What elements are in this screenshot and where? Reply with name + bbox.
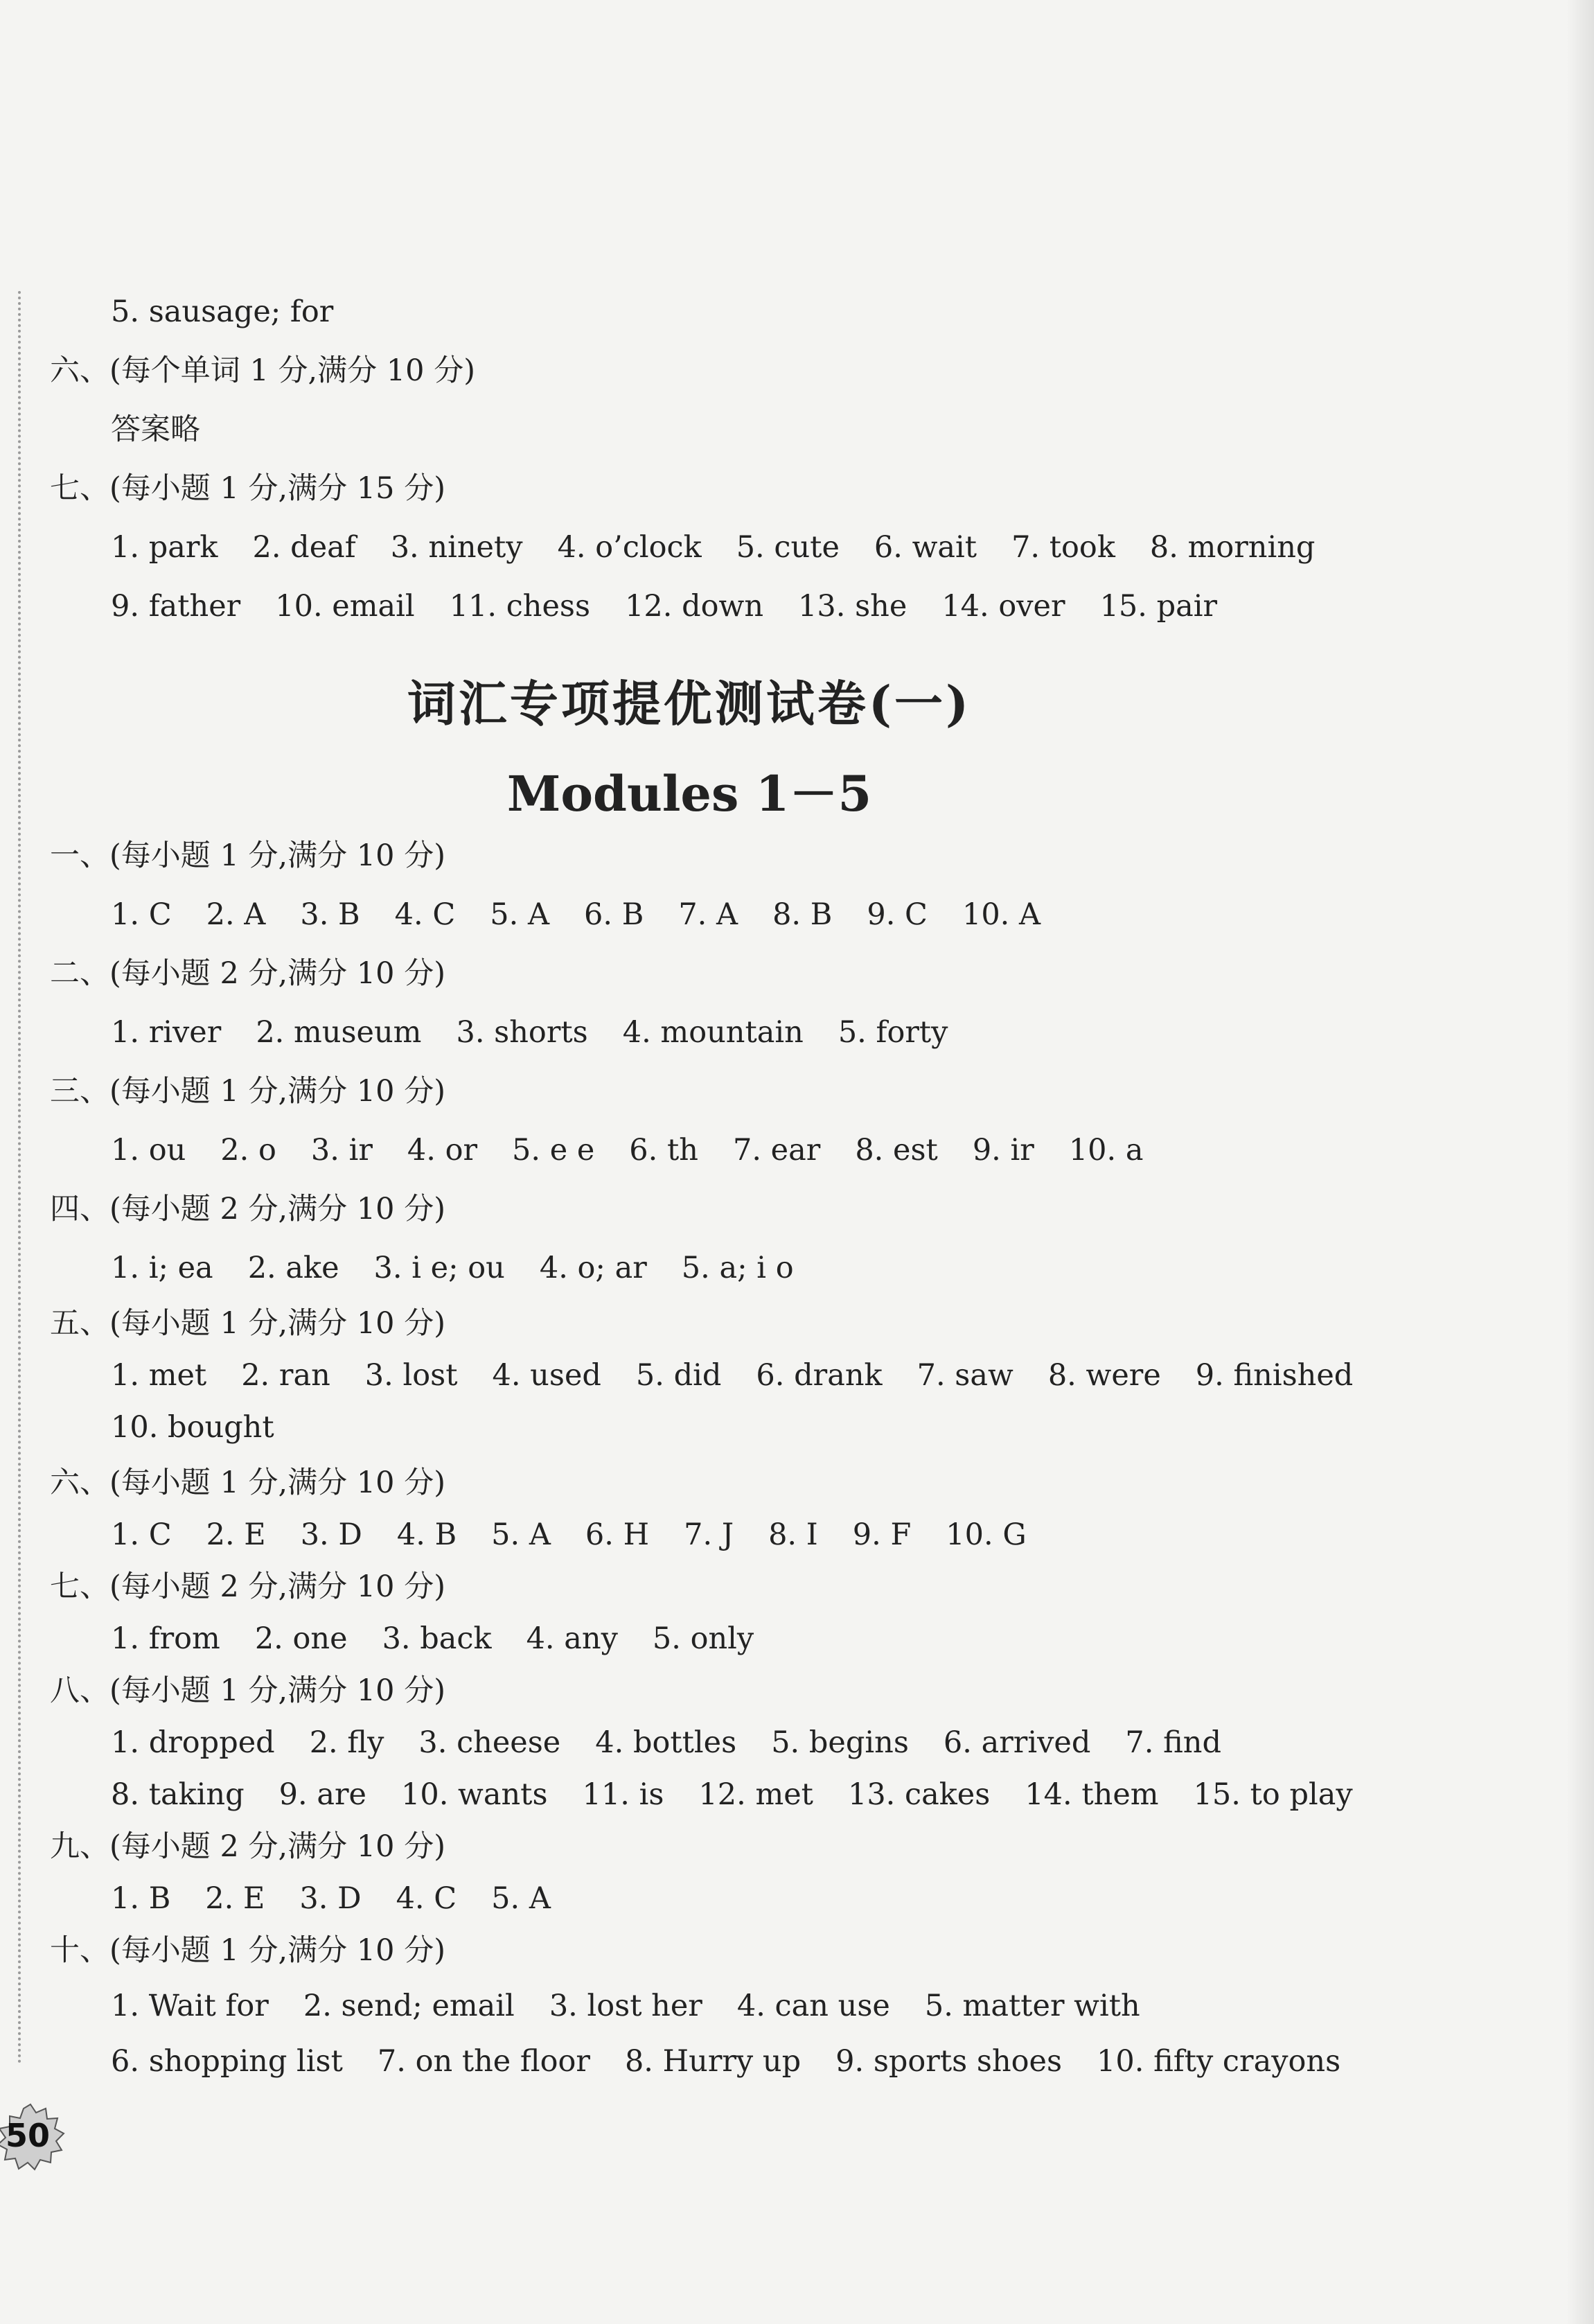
answer-item: 1. B bbox=[111, 1881, 171, 1916]
answer-item: 8. morning bbox=[1149, 530, 1316, 565]
test-title: 词汇专项提优测试卷(一) bbox=[407, 675, 972, 732]
answer-item: 3. ir bbox=[310, 1133, 373, 1168]
answer-item: 5. e e bbox=[512, 1133, 595, 1168]
section-header: 四、(每小题 2 分,满分 10 分) bbox=[50, 1192, 445, 1226]
answer-item: 3. cheese bbox=[418, 1725, 561, 1760]
answer-row bbox=[111, 1129, 1178, 1171]
answer-item: 1. met bbox=[111, 1358, 207, 1393]
section-header: 二、(每小题 2 分,满分 10 分) bbox=[50, 956, 445, 991]
answer-item: 12. down bbox=[625, 589, 764, 624]
answer-row bbox=[111, 2041, 1375, 2082]
answer-item: 14. over bbox=[941, 589, 1065, 624]
top-answer-line: 5. sausage; for bbox=[111, 294, 334, 329]
answer-row bbox=[111, 1774, 1388, 1815]
answer-item: 10. a bbox=[1068, 1133, 1144, 1168]
answer-item: 9. finished bbox=[1195, 1358, 1354, 1393]
answer-item: 3. B bbox=[300, 897, 360, 932]
answer-row bbox=[111, 1247, 829, 1289]
answer-row bbox=[111, 894, 1075, 935]
answer-item: 9. C bbox=[867, 897, 928, 932]
answer-item: 2. one bbox=[254, 1621, 348, 1656]
section-header: 六、(每个单词 1 分,满分 10 分) bbox=[50, 353, 475, 388]
answer-item: 2. fly bbox=[309, 1725, 384, 1760]
answer-item: 10. G bbox=[946, 1517, 1027, 1552]
answer-item: 15. to play bbox=[1193, 1777, 1353, 1812]
answer-item: 4. B bbox=[396, 1517, 457, 1552]
section-header: 七、(每小题 2 分,满分 10 分) bbox=[50, 1569, 445, 1604]
answer-item: 2. o bbox=[220, 1133, 276, 1168]
answer-row bbox=[111, 1878, 585, 1919]
answer-item: 15. pair bbox=[1099, 589, 1218, 624]
answer-item: 6. wait bbox=[874, 530, 977, 565]
answer-item: 10. email bbox=[275, 589, 415, 624]
answer-item: 9. are bbox=[278, 1777, 366, 1812]
answer-item: 5. A bbox=[490, 897, 550, 932]
answer-item: 7. on the floor bbox=[377, 2044, 590, 2079]
answer-item: 9. father bbox=[111, 589, 241, 624]
answer-item: 2. ake bbox=[247, 1251, 339, 1285]
answer-item: 5. A bbox=[491, 1881, 551, 1916]
section-header: 三、(每小题 1 分,满分 10 分) bbox=[50, 1074, 445, 1109]
answer-row bbox=[111, 1514, 1061, 1556]
answer-item: 7. J bbox=[684, 1517, 734, 1552]
page-number: 50 bbox=[5, 2117, 50, 2154]
answer-row bbox=[111, 1012, 982, 1053]
binding-margin-line bbox=[18, 291, 21, 2065]
section-header: 一、(每小题 1 分,满分 10 分) bbox=[50, 838, 445, 873]
answer-item: 9. sports shoes bbox=[835, 2044, 1063, 2079]
answer-item: 7. saw bbox=[916, 1358, 1013, 1393]
answer-item: 2. ran bbox=[241, 1358, 330, 1393]
answer-item: 4. can use bbox=[736, 1989, 890, 2023]
answer-item: 6. drank bbox=[756, 1358, 883, 1393]
answer-item: 1. i; ea bbox=[111, 1251, 213, 1285]
answer-item: 6. th bbox=[629, 1133, 698, 1168]
answer-item: 8. B bbox=[772, 897, 833, 932]
answer-item: 3. D bbox=[300, 1517, 362, 1552]
answer-item: 5. matter with bbox=[924, 1989, 1140, 2023]
answer-item: 10. bought bbox=[111, 1410, 274, 1445]
answer-item: 13. she bbox=[798, 589, 907, 624]
answer-item: 4. any bbox=[526, 1621, 618, 1656]
answer-item: 3. i e; ou bbox=[373, 1251, 505, 1285]
answer-item: 7. took bbox=[1011, 530, 1115, 565]
answer-item: 4. C bbox=[394, 897, 456, 932]
answer-item: 2. A bbox=[206, 897, 266, 932]
section-header: 十、(每小题 1 分,满分 10 分) bbox=[50, 1933, 445, 1968]
section-header: 七、(每小题 1 分,满分 15 分) bbox=[50, 471, 445, 506]
answer-item: 1. dropped bbox=[111, 1725, 275, 1760]
section-header: 九、(每小题 2 分,满分 10 分) bbox=[50, 1829, 445, 1864]
answer-item: 3. shorts bbox=[456, 1015, 588, 1050]
answer-item: 14. them bbox=[1025, 1777, 1159, 1812]
answer-item: 5. begins bbox=[771, 1725, 909, 1760]
answer-item: 11. is bbox=[582, 1777, 664, 1812]
answer-item: 5. cute bbox=[736, 530, 840, 565]
answer-item: 3. lost her bbox=[549, 1989, 702, 2023]
answer-item: 5. forty bbox=[838, 1015, 948, 1050]
page-edge-shadow bbox=[1566, 0, 1594, 2324]
answer-item: 1. Wait for bbox=[111, 1989, 269, 2023]
answer-item: 8. Hurry up bbox=[624, 2044, 802, 2079]
answer-item: 7. find bbox=[1125, 1725, 1221, 1760]
answer-item: 4. C bbox=[396, 1881, 457, 1916]
answer-row bbox=[111, 1985, 1175, 2027]
answer-item: 9. ir bbox=[972, 1133, 1034, 1168]
answer-item: 8. taking bbox=[111, 1777, 245, 1812]
answer-row bbox=[111, 1355, 1388, 1396]
answer-item: 5. only bbox=[652, 1621, 754, 1656]
answer-item: 1. C bbox=[111, 897, 172, 932]
answer-row bbox=[111, 1407, 309, 1448]
answer-item: 1. C bbox=[111, 1517, 172, 1552]
answer-item: 10. fifty crayons bbox=[1097, 2044, 1341, 2079]
answer-item: 6. arrived bbox=[943, 1725, 1091, 1760]
answer-item: 8. est bbox=[855, 1133, 938, 1168]
answer-item: 3. lost bbox=[364, 1358, 458, 1393]
answer-item: 4. or bbox=[407, 1133, 478, 1168]
answer-item: 4. used bbox=[492, 1358, 601, 1393]
answer-row bbox=[111, 527, 1349, 568]
answer-item: 3. back bbox=[382, 1621, 492, 1656]
answer-item: 2. send; email bbox=[303, 1989, 515, 2023]
answer-row bbox=[111, 1722, 1256, 1763]
test-subtitle: Modules 1－5 bbox=[506, 765, 872, 822]
answer-item: 10. A bbox=[962, 897, 1041, 932]
section-header: 五、(每小题 1 分,满分 10 分) bbox=[50, 1306, 445, 1341]
answer-item: 5. A bbox=[491, 1517, 551, 1552]
answer-item: 8. were bbox=[1047, 1358, 1161, 1393]
answer-item: 2. E bbox=[206, 1517, 266, 1552]
answer-item: 2. deaf bbox=[252, 530, 356, 565]
answer-item: 1. from bbox=[111, 1621, 220, 1656]
answer-item: 答案略 bbox=[111, 412, 200, 447]
answer-item: 6. B bbox=[584, 897, 644, 932]
answer-item: 5. did bbox=[635, 1358, 722, 1393]
answer-item: 7. A bbox=[678, 897, 738, 932]
answer-item: 4. o; ar bbox=[539, 1251, 647, 1285]
answer-item: 9. F bbox=[852, 1517, 912, 1552]
answer-item: 4. bottles bbox=[595, 1725, 737, 1760]
section-header: 六、(每小题 1 分,满分 10 分) bbox=[50, 1465, 445, 1500]
answer-item: 13. cakes bbox=[847, 1777, 991, 1812]
answer-item: 7. ear bbox=[732, 1133, 821, 1168]
answer-row bbox=[111, 1618, 788, 1660]
answer-item: 11. chess bbox=[449, 589, 591, 624]
answer-item: 3. ninety bbox=[390, 530, 523, 565]
answer-item: 4. o’clock bbox=[557, 530, 702, 565]
answer-item: 1. park bbox=[111, 530, 218, 565]
answer-item: 1. river bbox=[111, 1015, 222, 1050]
answer-item: 6. H bbox=[585, 1517, 650, 1552]
answer-item: 6. shopping list bbox=[111, 2044, 343, 2079]
answer-row bbox=[111, 409, 235, 450]
answer-item: 4. mountain bbox=[622, 1015, 804, 1050]
answer-item: 2. museum bbox=[256, 1015, 422, 1050]
answer-item: 8. I bbox=[768, 1517, 818, 1552]
answer-item: 12. met bbox=[698, 1777, 813, 1812]
section-header: 八、(每小题 1 分,满分 10 分) bbox=[50, 1673, 445, 1708]
answer-item: 1. ou bbox=[111, 1133, 186, 1168]
answer-item: 2. E bbox=[205, 1881, 265, 1916]
answer-row bbox=[111, 586, 1252, 627]
answer-item: 5. a; i o bbox=[681, 1251, 794, 1285]
answer-item: 10. wants bbox=[400, 1777, 548, 1812]
answer-item: 3. D bbox=[299, 1881, 362, 1916]
